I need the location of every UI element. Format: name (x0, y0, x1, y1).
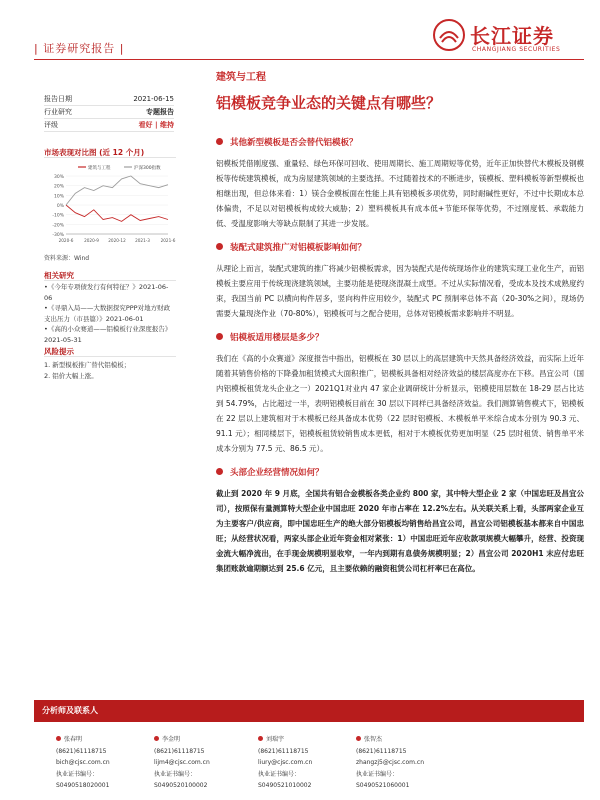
logo-emblem-icon (432, 18, 466, 52)
related-list (44, 282, 176, 345)
analyst-name: 张春明 (64, 736, 83, 743)
person-icon (258, 736, 263, 741)
x-tick-label: 2020-12 (108, 238, 126, 243)
y-tick-label: -30% (52, 233, 64, 238)
x-tick-label: 2021-6 (160, 238, 176, 243)
legend-label: 建筑与工程 (88, 166, 111, 171)
section-heading: 装配式建筑推广对铝模板影响如何？ (216, 241, 584, 255)
analyst-email[interactable]: zhangzj5@cjsc.com.cn (356, 759, 424, 766)
analyst-footer-bar (34, 700, 584, 722)
analyst-card (56, 734, 166, 792)
analyst-cert-label: 执业证书编号： (258, 770, 301, 778)
series-line (66, 176, 168, 205)
analyst-heading: 分析师及联系人 (42, 706, 98, 715)
related-heading: 相关研究 (44, 271, 74, 280)
logo-text-cn: 长江证券 (470, 24, 554, 48)
section-paragraph: 从理论上而言，装配式建筑的推广将减少铝模板需求，因为装配式是传统现场作业的建筑实现工业化生产，而铝模板主要应用于传统现浇建筑领域，主要功能是使现浇混凝土成型。不过从实际情况看，受成本及技术成熟度约束，我国当前 PC 以横向构件居多，竖向构件应用较少，装配式 PC 预制率总体不高（20-30%之间），现场仍需要大量现浇作业（70-80%），铝模板可与之配合使用，总体对铝模板需求影响并不明显。 (216, 264, 584, 318)
section-paragraph: 我们在《高的小众赛道》深度报告中指出，铝模板在 30 层以上的高层建筑中天然具备经济效益，而实际上近年随着其销售价格的下降叠加租赁模式大面积推广，铝模板具备相对经济效益的楼层高度亦在下移。昌宜公司（国内铝模板租赁龙头企业之一）2021Q1对业内 47 家企业调研统计分析显示，铝模使用层数在 18-29 层占比达到 54.79%，占比超过一半，表明铝模板目前在 30 层以下同样已具备经济效益。我们测算销售模式下，铝模板在 22 层以上建筑相对于木模板已经具备成本优势（22 层时铝模板、木模板单平米综合成本分别为 90.3 元、91.1 元）；相同楼层下，铝模板租赁较销售成本更低，相对于木模板优势更加明显（25 层时租赁、销售单平米成本分别为 77.5 元、86.5 元）。 (216, 354, 584, 453)
rating-value: 看好 | 维持 (138, 121, 174, 129)
y-tick-label: 20% (53, 184, 64, 190)
analyst-cert: S0490521060001 (356, 782, 410, 789)
analyst-name: 张智杰 (364, 736, 383, 743)
header-divider (34, 59, 584, 60)
analyst-email[interactable]: lijm4@cjsc.com.cn (154, 759, 210, 766)
analyst-phone: (8621)61118715 (154, 747, 205, 755)
x-tick-label: 2020-6 (58, 238, 74, 243)
section-paragraph: 铝模板凭借刚度强、重量轻、绿色环保可回收、使用周期长、施工周期短等优势，近年正加快替代木模板及钢模板等传统建筑模板，成为房屋建筑领域的主要选择。不过随着技术的不断进步，镁模板、塑料模板等新型模板也相继出现，但总体来看：1）镁合金模板面在性能上具有铝模板多项优势，同时耐碱性更好，不过中长期成本总体偏贵，不足以对铝模板构成较大威胁；2）塑料模板具有成本低+节能环保等优势，不过刚度低、承载能力低、受温度影响大等缺点限制了其进一步发展。 (216, 159, 584, 228)
meta-row (44, 119, 174, 132)
person-icon (154, 736, 159, 741)
chart-title: 市场表现对比图 (近 12 个月) (44, 148, 145, 157)
side-divider (44, 157, 176, 158)
company-logo (432, 16, 592, 62)
analyst-cert: S0490518020001 (56, 782, 110, 789)
bullet-dot-icon (216, 243, 223, 250)
industry-category: 建筑与工程 (216, 72, 266, 83)
analyst-name: 刘瑞宇 (266, 736, 285, 743)
analyst-email[interactable]: bich@cjsc.com.cn (56, 759, 110, 766)
page-title: 铝模板竞争业态的关键点有哪些？ (216, 94, 442, 112)
analyst-phone: (8621)61118715 (356, 747, 407, 755)
x-tick-label: 2020-9 (84, 238, 99, 243)
analyst-cert: S0490521010002 (258, 782, 312, 789)
meta-value: 专题报告 (146, 108, 174, 116)
meta-row (44, 93, 174, 106)
analyst-email[interactable]: liury@cjsc.com.cn (258, 759, 313, 766)
meta-label: 评级 (44, 121, 58, 129)
side-divider (44, 356, 176, 357)
section-heading: 头部企业经营情况如何？ (216, 466, 584, 480)
chart-source: 资料来源：Wind (44, 255, 90, 262)
risk-item: 1. 新型模板推广替代铝模板； (44, 361, 131, 369)
analyst-card (154, 734, 264, 792)
bullet-dot-icon (216, 333, 223, 340)
analyst-cert-label: 执业证书编号： (56, 770, 99, 778)
risk-item: 2. 铝价大幅上涨。 (44, 371, 98, 380)
report-body (216, 136, 584, 586)
analyst-phone: (8621)61118715 (258, 747, 309, 755)
y-tick-label: -20% (52, 223, 64, 229)
analyst-cert: S0490520100002 (154, 782, 208, 789)
related-item[interactable]: •《高的小众赛道——铝模板行业深度报告》2021-05-31 (44, 325, 172, 344)
series-line (66, 205, 168, 221)
side-divider (44, 280, 176, 281)
section-paragraph: 截止到 2020 年 9 月底，全国共有铝合金模板各类企业约 800 家，其中特大型企业 2 家（中国忠旺及昌宜公司），按照保有量测算特大型企业中国忠旺 2020 年市占率在 12.2%左右。从关联关系上看，头部两家企业互为主要客户/供应商，即中国忠旺生产的绝大部分铝模板均销售给昌宜公司，昌宜公司铝模板基本都来自中国忠旺；从经营状况看，两家头部企业近年资金相对紧张：1）中国忠旺近年应收款项规模大幅攀升，经营、投资现金流大幅净流出，在手现金规模明显收窄，一年内到期有息债务规模明显；2）昌宜公司 2020H1 末应付忠旺集团账款逾期额达到 25.6 亿元，且主要依赖的融资租赁公司杠杆率已在高位。 (216, 489, 584, 573)
section-heading: 其他新型模板是否会替代铝模板？ (216, 136, 584, 150)
meta-value: 2021-06-15 (133, 95, 174, 103)
logo-text-en: CHANGJIANG SECURITIES (472, 46, 561, 53)
person-icon (356, 736, 361, 741)
y-tick-label: 0% (56, 204, 64, 209)
analyst-cert-label: 执业证书编号： (154, 770, 197, 778)
x-tick-label: 2021-3 (135, 238, 150, 243)
analyst-name: 李金明 (162, 736, 181, 743)
risk-heading: 风险提示 (44, 347, 74, 356)
bullet-dot-icon (216, 138, 223, 145)
meta-label: 报告日期 (44, 95, 72, 103)
analyst-card (356, 734, 466, 792)
analyst-card (258, 734, 368, 792)
analyst-phone: (8621)61118715 (56, 747, 107, 755)
meta-row (44, 106, 174, 119)
related-item[interactable]: •《寻鼎入局——大数据探究PPP对地方财政支出压力（市县篇）》2021-06-01 (44, 304, 171, 323)
y-tick-label: 10% (53, 194, 64, 200)
market-performance-chart (44, 160, 176, 250)
section-heading: 铝模板适用楼层是多少？ (216, 331, 584, 345)
y-tick-label: 30% (53, 175, 64, 180)
report-type-tag: | 证券研究报告 | (34, 42, 125, 55)
analyst-cert-label: 执业证书编号： (356, 770, 399, 778)
report-meta-table (44, 93, 174, 132)
meta-label: 行业研究 (44, 108, 72, 116)
related-item[interactable]: •《今年专项债发行有何特征？》2021-06-06 (44, 283, 169, 302)
legend-label: 沪深300指数 (134, 166, 161, 171)
bullet-dot-icon (216, 468, 223, 475)
risk-list (44, 360, 176, 381)
y-tick-label: -10% (52, 213, 64, 219)
person-icon (56, 736, 61, 741)
